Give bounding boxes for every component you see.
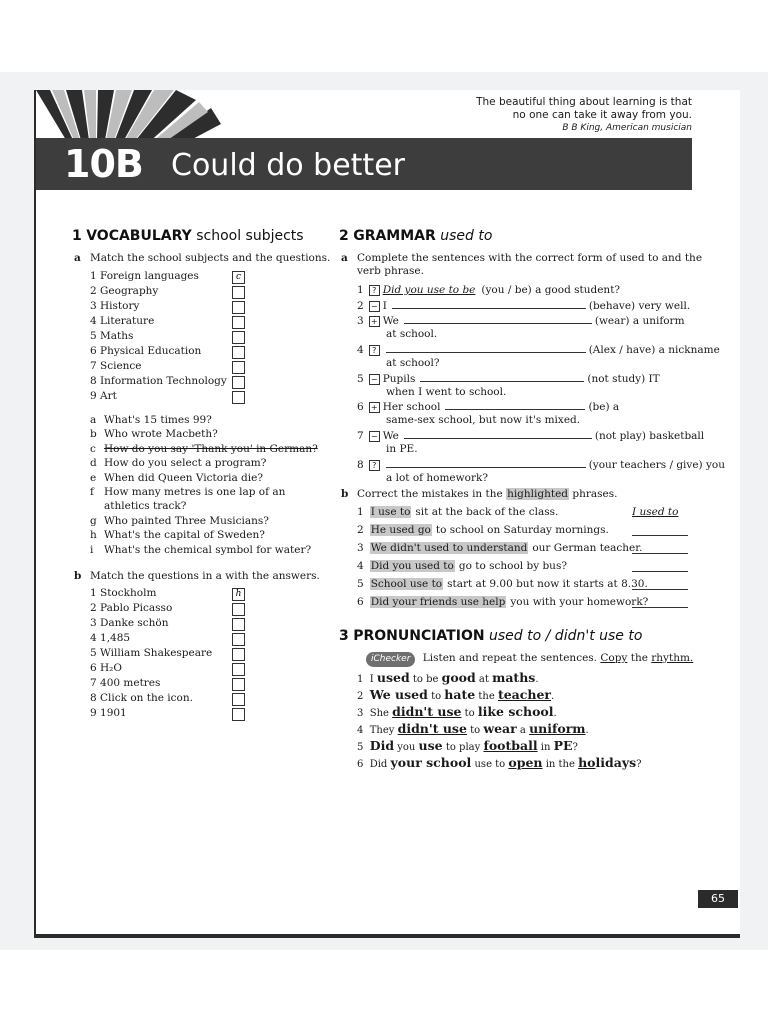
question-text: How do you select a program? <box>104 457 267 470</box>
item-prompt: (your teachers / give) you <box>588 459 726 471</box>
answer-item: 5 William Shakespeare <box>90 647 213 659</box>
subject-item: 7 Science <box>90 360 142 372</box>
question-text: How do you say 'Thank you' in German? <box>104 442 318 455</box>
answer-box[interactable] <box>232 301 245 314</box>
question-text: Who wrote Macbeth? <box>104 428 218 441</box>
item-number: 5 <box>357 578 364 590</box>
answer-box[interactable] <box>232 633 245 646</box>
grammar-title: GRAMMAR <box>353 228 436 244</box>
subject-item: 1 Foreign languages <box>90 270 199 282</box>
quote-author: B B King, American musician <box>562 123 692 133</box>
answer-blank[interactable] <box>392 299 586 309</box>
sentence-rest: our German teacher. <box>532 542 643 554</box>
answer-blank[interactable] <box>386 458 586 468</box>
grammar-a-instruction-2: verb phrase. <box>357 265 424 277</box>
item-number: 4 <box>357 560 364 572</box>
question-text: What's the chemical symbol for water? <box>104 543 312 556</box>
vocab-title: VOCABULARY <box>86 228 192 244</box>
grammar-item <box>357 299 690 313</box>
item-number: 1 <box>357 284 364 296</box>
item-prefix: Pupils <box>382 373 416 385</box>
answer-item: 9 1901 <box>90 707 127 719</box>
grammar-item-continuation: in PE. <box>386 443 418 455</box>
item-prompt: (you / be) a good student? <box>481 284 621 296</box>
question-letter: f <box>90 486 94 498</box>
sentence-type-icon: − <box>369 301 380 312</box>
answer-item: 7 400 metres <box>90 677 161 689</box>
subject-item: 6 Physical Education <box>90 345 202 357</box>
correction-blank[interactable] <box>632 553 688 554</box>
sentence-type-icon: + <box>369 402 380 413</box>
grammar-item-continuation: same-sex school, but now it's mixed. <box>386 414 581 426</box>
item-number: 7 <box>357 430 364 442</box>
item-number: 6 <box>357 401 364 413</box>
item-number: 4 <box>357 344 364 356</box>
answer-blank[interactable] <box>445 400 585 410</box>
pron-instr-pre: Listen and repeat the sentences. <box>422 652 598 664</box>
item-number: 3 <box>357 542 364 554</box>
answer-box[interactable] <box>232 286 245 299</box>
grammar-item-continuation: when I went to school. <box>386 386 507 398</box>
pron-title: PRONUNCIATION <box>353 628 485 644</box>
grammar-subtitle: used to <box>440 228 493 244</box>
grammar-heading <box>339 228 492 244</box>
page-number: 65 <box>698 890 738 908</box>
subject-item: 5 Maths <box>90 330 134 342</box>
quote-line-2: no one can take it away from you. <box>512 109 692 121</box>
item-prefix: Her school <box>382 401 441 413</box>
correction-blank[interactable] <box>632 589 688 590</box>
question-letter: b <box>90 428 97 441</box>
highlighted-mistake: Did your friends use help <box>370 596 506 608</box>
subject-item: 2 Geography <box>90 285 159 297</box>
ichecker-badge[interactable]: iChecker <box>366 652 415 667</box>
correction-blank[interactable] <box>632 607 688 608</box>
answer-box[interactable] <box>232 391 245 404</box>
answer-box[interactable] <box>232 603 245 616</box>
item-number: 1 <box>357 506 364 518</box>
question-letter: a <box>90 414 97 426</box>
item-number: 3 <box>357 315 364 327</box>
vocab-b-instruction: Match the questions in a with the answers. <box>90 570 320 582</box>
grammar-item <box>357 284 620 297</box>
grammar-item <box>357 343 720 357</box>
question-letter: c <box>90 442 96 455</box>
grammar-item <box>357 314 685 328</box>
sentence-rest: go to school by bus? <box>458 560 567 572</box>
item-prefix: I <box>382 300 387 312</box>
answer-box[interactable] <box>232 376 245 389</box>
answer-item: 4 1,485 <box>90 632 131 644</box>
item-number: 2 <box>357 524 364 536</box>
answer-box[interactable] <box>232 331 245 344</box>
pron-sentence-5: 5 Did you use to play football in PE? <box>357 738 578 753</box>
sentence-type-icon: − <box>369 431 380 442</box>
correction-blank[interactable] <box>632 535 688 536</box>
correction-item <box>357 596 648 609</box>
pron-sentence-1: 1 I used to be good at maths. <box>357 670 539 685</box>
answer-box[interactable] <box>232 708 245 721</box>
answer-box[interactable] <box>232 361 245 374</box>
correction-item <box>357 560 567 573</box>
sentence-rest: you with your homework? <box>510 596 649 608</box>
sentence-type-icon: + <box>369 316 380 327</box>
grammar-b-instruction <box>357 488 617 501</box>
grammar-b-letter: b <box>341 488 349 500</box>
question-text: Who painted Three Musicians? <box>104 514 269 527</box>
highlighted-mistake: Did you used to <box>370 560 454 572</box>
grammar-item <box>357 372 660 386</box>
answer-box[interactable] <box>232 346 245 359</box>
correction-item <box>357 524 609 537</box>
grammar-item-continuation: at school? <box>386 357 440 369</box>
answer-blank[interactable] <box>404 314 592 324</box>
pron-instr-copy: Copy <box>600 652 628 664</box>
item-prompt: (be) a <box>588 401 620 413</box>
answer-item: 1 Stockholm <box>90 587 157 599</box>
pron-sentence-4: 4 They didn't use to wear a uniform. <box>357 721 589 736</box>
vocab-a-instruction: Match the school subjects and the questions. <box>90 252 331 264</box>
pron-subtitle: used to / didn't use to <box>489 628 643 644</box>
subject-item: 4 Literature <box>90 315 155 327</box>
grammar-b-instr-hl: highlighted <box>507 488 569 500</box>
sentence-type-icon: ? <box>369 285 380 296</box>
correction-blank[interactable] <box>632 571 688 572</box>
pron-sentence-3: 3 She didn't use to like school. <box>357 704 557 719</box>
sentence-rest: to school on Saturday mornings. <box>435 524 609 536</box>
question-letter: h <box>90 529 97 542</box>
answer-box[interactable] <box>232 316 245 329</box>
pron-instr-mid: the <box>630 652 648 664</box>
correction-item <box>357 578 648 591</box>
subject-item: 9 Art <box>90 390 117 402</box>
answer-item: 8 Click on the icon. <box>90 692 193 704</box>
vocab-num: 1 <box>72 228 82 244</box>
unit-number: 10B <box>64 142 143 186</box>
answer-item: 6 H₂O <box>90 662 122 674</box>
pron-num: 3 <box>339 628 349 644</box>
grammar-item <box>357 458 725 472</box>
sentence-type-icon: ? <box>369 460 380 471</box>
highlighted-mistake: School use to <box>370 578 443 590</box>
grammar-a-letter: a <box>341 252 348 264</box>
question-text: What's 15 times 99? <box>104 414 212 426</box>
pron-heading <box>339 628 642 644</box>
item-number: 8 <box>357 459 364 471</box>
correction-item <box>357 506 558 519</box>
question-text: How many metres is one lap of an <box>104 486 286 498</box>
quote <box>476 96 692 135</box>
vocab-b-letter: b <box>74 570 82 582</box>
question-letter: g <box>90 514 97 527</box>
answer-blank[interactable] <box>404 429 592 439</box>
correction-item <box>357 542 642 555</box>
vocab-heading <box>72 228 304 244</box>
answer-box[interactable] <box>232 648 245 661</box>
sentence-rest: sit at the back of the class. <box>415 506 559 518</box>
answer-box[interactable]: c <box>232 271 245 284</box>
grammar-item-continuation: at school. <box>386 328 438 340</box>
question-text: athletics track? <box>104 500 187 513</box>
grammar-b-instr-post: phrases. <box>572 488 618 500</box>
question-letter: d <box>90 457 97 470</box>
item-prompt: (behave) very well. <box>588 300 691 312</box>
pron-instr-rhythm: rhythm. <box>651 652 694 664</box>
subject-item: 3 History <box>90 300 140 312</box>
grammar-a-instruction-1: Complete the sentences with the correct form of used to and the <box>357 252 703 264</box>
example-correction: I used to <box>632 506 679 518</box>
answer-item: 2 Pablo Picasso <box>90 602 173 614</box>
grammar-b-instr-pre: Correct the mistakes in the <box>357 488 503 500</box>
pron-sentence-2: 2 We used to hate the teacher. <box>357 687 555 702</box>
textbook-page <box>34 90 740 938</box>
highlighted-mistake: We didn't used to understand <box>370 542 528 554</box>
item-prompt: (not play) basketball <box>594 430 705 442</box>
answer-box[interactable] <box>232 693 245 706</box>
item-number: 6 <box>357 596 364 608</box>
question-letter: e <box>90 471 97 484</box>
item-prompt: (not study) IT <box>587 373 660 385</box>
quote-line-1: The beautiful thing about learning is that <box>476 96 692 108</box>
item-prompt: (Alex / have) a nickname <box>588 344 720 356</box>
answer-box[interactable] <box>232 618 245 631</box>
item-number: 2 <box>357 300 364 312</box>
grammar-item <box>357 400 619 414</box>
item-prefix: We <box>382 430 399 442</box>
sentence-type-icon: − <box>369 374 380 385</box>
grammar-item-continuation: a lot of homework? <box>386 472 488 484</box>
question-text: What's the capital of Sweden? <box>104 529 265 542</box>
answer-box[interactable] <box>232 663 245 676</box>
answer-blank[interactable] <box>386 343 586 353</box>
highlighted-mistake: He used go <box>370 524 431 536</box>
sentence-type-icon: ? <box>369 345 380 356</box>
example-answer: Did you use to be <box>382 284 476 296</box>
item-prompt: (wear) a uniform <box>594 315 685 327</box>
highlighted-mistake: I use to <box>370 506 411 518</box>
pron-sentence-6: 6 Did your school use to open in the holidays? <box>357 755 642 770</box>
answer-blank[interactable] <box>420 372 584 382</box>
item-number: 5 <box>357 373 364 385</box>
pron-instruction <box>366 652 693 667</box>
grammar-item <box>357 429 704 443</box>
vocab-subtitle: school subjects <box>196 228 304 244</box>
answer-item: 3 Danke schön <box>90 617 169 629</box>
question-text: When did Queen Victoria die? <box>104 471 263 484</box>
answer-box[interactable]: h <box>232 588 245 601</box>
subject-item: 8 Information Technology <box>90 375 227 387</box>
answer-box[interactable] <box>232 678 245 691</box>
sentence-rest: start at 9.00 but now it starts at 8.30. <box>447 578 648 590</box>
question-letter: i <box>90 543 94 556</box>
vocab-a-letter: a <box>74 252 81 264</box>
grammar-num: 2 <box>339 228 349 244</box>
item-prefix: We <box>382 315 399 327</box>
unit-title: Could do better <box>171 148 405 183</box>
